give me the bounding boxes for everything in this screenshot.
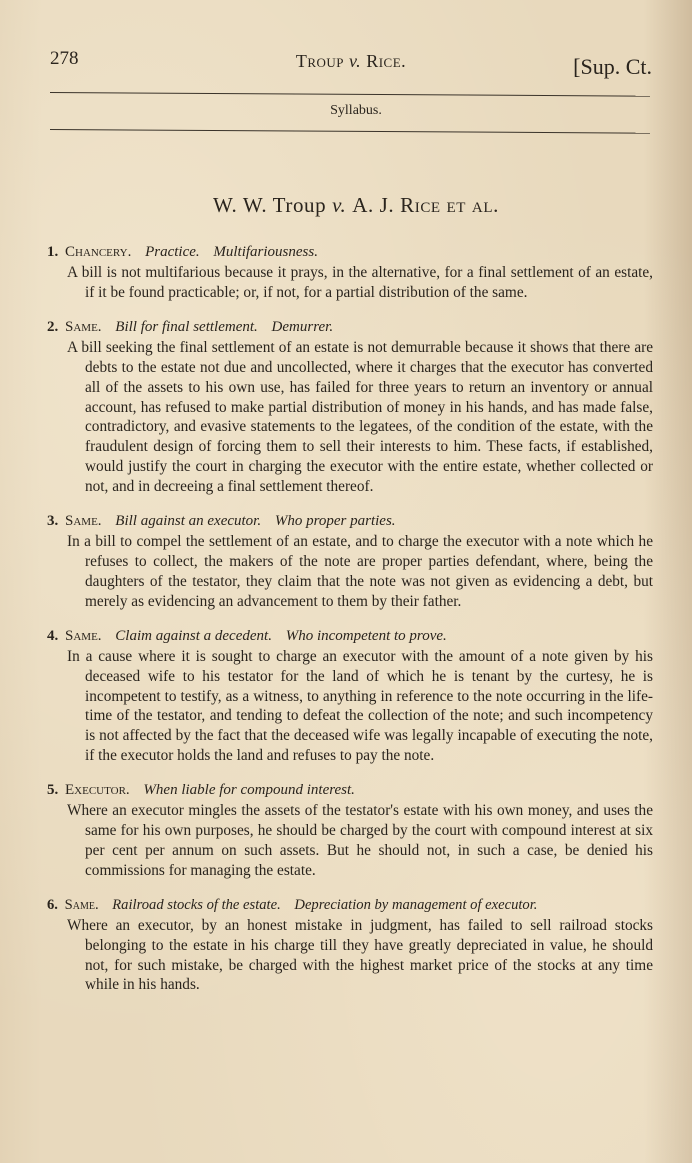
case-defendant: A. J. Rice et al. <box>352 193 499 217</box>
syllabus-entry <box>47 780 653 881</box>
running-title-left: Troup <box>295 51 345 71</box>
entry-number: 4. <box>47 627 59 644</box>
syllabus-entry <box>47 511 653 612</box>
header-rule-bottom <box>50 129 650 134</box>
case-versus: v. <box>332 193 347 217</box>
entry-heading <box>47 242 653 262</box>
entry-subtopic: Practice. <box>145 244 200 260</box>
entry-subtopic: Who proper parties. <box>274 513 396 530</box>
entry-heading <box>47 317 653 337</box>
entry-body: In a bill to compel the settlement of an estate, and to charge the executor with a note which he refuses to collect, the makers of the note are proper parties defendant, where, being the daughters of the testator, they claim that the note was not given as evidencing a debt, but merely as evidencing an advancement to them by their father. <box>67 533 653 610</box>
entry-topic: Same. <box>65 318 102 335</box>
entry-subtopic: Multifariousness. <box>213 244 318 260</box>
entry-subtopic: Depreciation by management of executor. <box>294 896 538 913</box>
running-head <box>50 44 652 84</box>
entry-topic: Chancery. <box>65 244 132 260</box>
entry-subtopic: When liable for compound interest. <box>143 782 355 799</box>
running-title <box>50 51 652 72</box>
section-label: Syllabus. <box>330 103 382 118</box>
entry-topic: Same. <box>65 627 102 644</box>
entry-heading <box>47 626 653 646</box>
case-title <box>0 193 692 218</box>
entry-topic: Same. <box>64 896 99 913</box>
running-title-right: Rice. <box>366 51 407 71</box>
syllabus-entries <box>47 242 653 1009</box>
syllabus-entry <box>47 626 653 766</box>
case-plaintiff: W. W. Troup <box>213 193 327 217</box>
entry-body: A bill seeking the final settlement of an estate is not demurrable because it shows that there are debts to the estate not due and uncollected, where it charges that the executor has converted all of the assets to his own use, has failed for three years to return an inventory or annual account, has refused to make partial distribution of money in his hands, and has made false, contradictory, and evasive statements to the legatees, of the condition of the estate, with the fraudulent design of forcing them to sell their interests to him. These facts, if established, would justify the court in charging the executor with the entire estate, whether collected or not, and in decreeing a final settlement thereof. <box>67 338 653 496</box>
entry-heading <box>47 780 653 800</box>
entry-heading <box>47 511 653 531</box>
running-title-versus: v. <box>349 51 362 71</box>
entry-body: A bill is not multifarious because it prays, in the alternative, for a final settlement of an estate, if it be found practicable; or, if not, for a partial distribution of the same. <box>67 264 653 301</box>
syllabus-entry <box>47 242 653 303</box>
entry-subtopic: Demurrer. <box>271 318 334 335</box>
entry-number: 3. <box>47 513 59 530</box>
entry-number: 2. <box>47 318 59 335</box>
entry-number: 1. <box>47 244 59 260</box>
entry-topic: Executor. <box>65 782 130 799</box>
court-reference: [Sup. Ct. <box>573 54 652 79</box>
syllabus-entry <box>47 317 653 497</box>
entry-heading <box>47 895 653 915</box>
page-number: 278 <box>50 48 79 69</box>
entry-subtopic: Who incompetent to prove. <box>285 627 447 644</box>
entry-subtopic: Bill against an executor. <box>115 513 262 530</box>
entry-subtopic: Claim against a decedent. <box>115 627 272 644</box>
entry-subtopic: Railroad stocks of the estate. <box>112 896 281 913</box>
header-rule-top <box>50 92 650 97</box>
entry-subtopic: Bill for final settlement. <box>115 318 258 335</box>
entry-topic: Same. <box>65 513 102 530</box>
entry-number: 6. <box>47 896 58 913</box>
entry-body: Where an executor mingles the assets of the testator's estate with his own money, and uses the same for his own purposes, he should be charged by the court with compound interest at six per cent per annum on such assets. But he should not, in such a case, be denied his commissions for managing the estate. <box>67 802 653 879</box>
entry-number: 5. <box>47 782 59 799</box>
entry-body: Where an executor, by an honest mistake in judgment, has failed to sell railroad stocks belonging to the estate in his charge till they have greatly depreciated in value, he should not, for such mistake, be charged with the highest market price of the stocks at any time while in his hands. <box>67 916 653 994</box>
entry-body: In a cause where it is sought to charge an executor with the amount of a note given by his deceased wife to his testator for the land of which he is tenant by the curtesy, he is incompetent to testify, as a witness, to anything in reference to the note occurring in the life-time of the testator, and tending to defeat the collection of the note; and such incompetency is not affected by the fact that the deceased wife was legally incapable of executing the note, if the executor holds the land and refuses to pay the note. <box>67 647 653 765</box>
syllabus-entry <box>47 895 653 996</box>
